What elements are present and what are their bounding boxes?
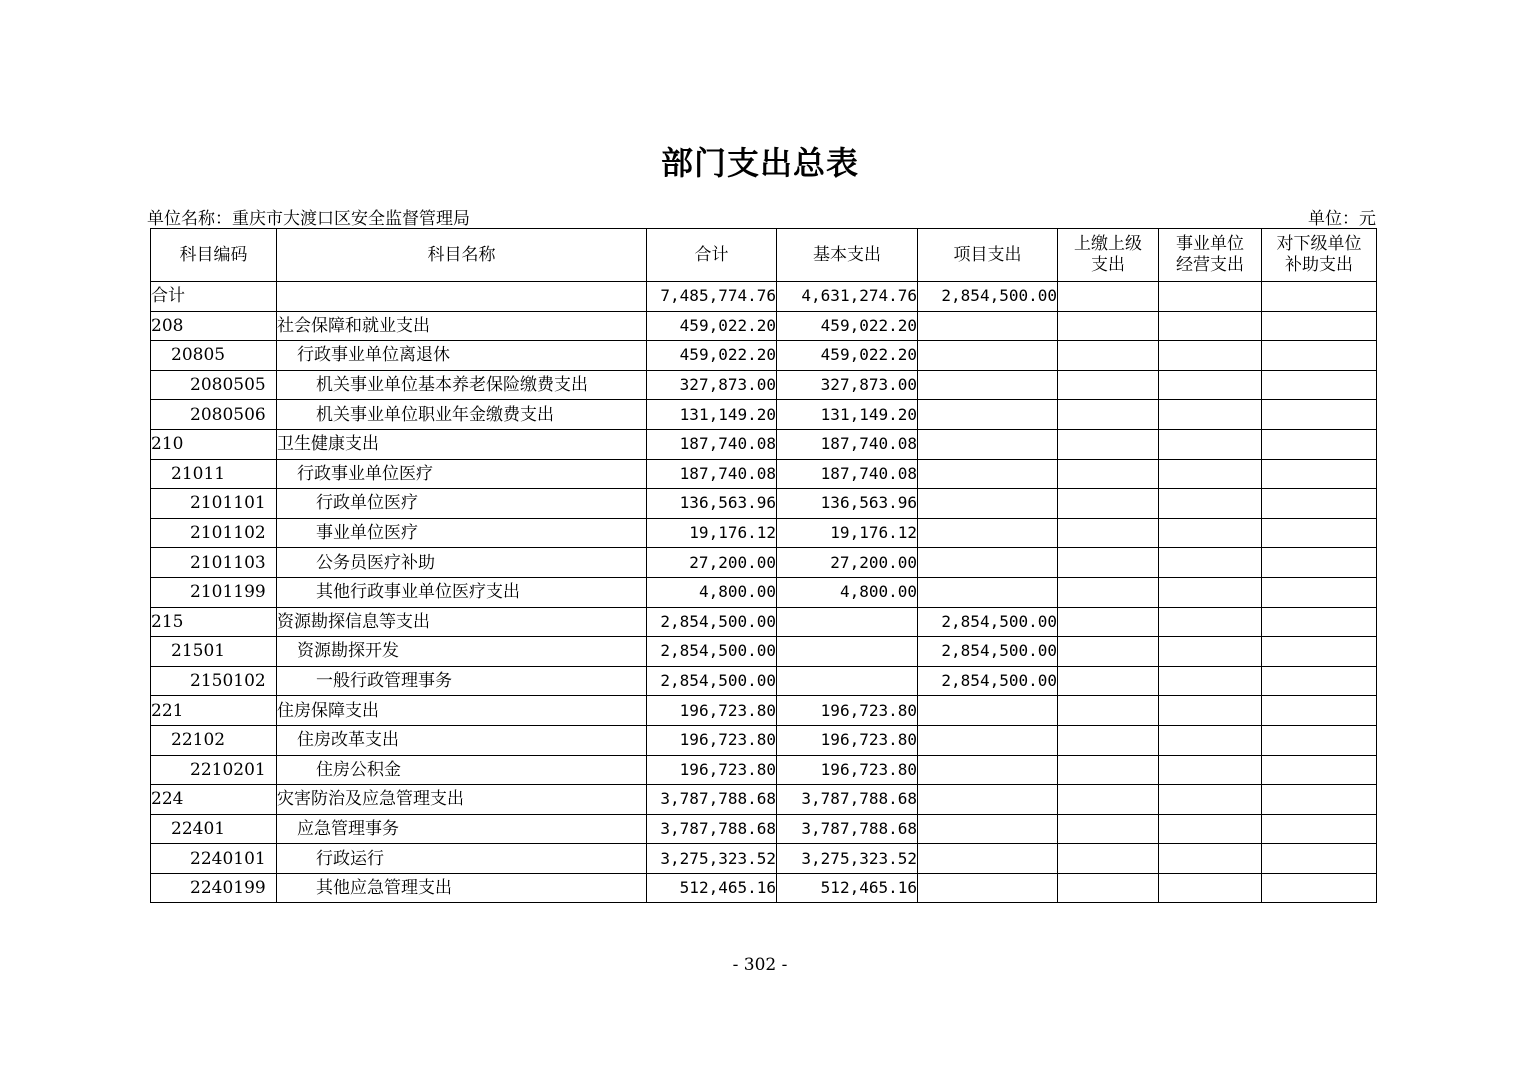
table-row	[151, 637, 1377, 667]
cell-project	[918, 725, 1058, 755]
cell-total: 131,149.20	[647, 400, 777, 430]
cell-name: 行政事业单位医疗	[277, 459, 647, 489]
header-subsidy-line2: 补助支出	[1285, 255, 1353, 275]
cell-upper	[1058, 282, 1159, 312]
cell-total: 196,723.80	[647, 725, 777, 755]
cell-upper	[1058, 341, 1159, 371]
cell-project	[918, 400, 1058, 430]
cell-name: 机关事业单位职业年金缴费支出	[277, 400, 647, 430]
cell-upper	[1058, 666, 1159, 696]
cell-code: 221	[151, 696, 277, 726]
cell-business	[1159, 785, 1262, 815]
cell-code: 2080505	[151, 370, 277, 400]
page-number: - 302 -	[732, 955, 788, 975]
header-name: 科目名称	[277, 229, 647, 282]
table-row	[151, 725, 1377, 755]
cell-subsidy	[1262, 400, 1377, 430]
cell-upper	[1058, 311, 1159, 341]
cell-name: 行政单位医疗	[277, 489, 647, 519]
cell-business	[1159, 518, 1262, 548]
cell-subsidy	[1262, 725, 1377, 755]
cell-name: 卫生健康支出	[277, 429, 647, 459]
cell-code: 210	[151, 429, 277, 459]
cell-basic	[777, 637, 918, 667]
table-row	[151, 341, 1377, 371]
table-row	[151, 666, 1377, 696]
cell-upper	[1058, 607, 1159, 637]
cell-upper	[1058, 370, 1159, 400]
cell-project	[918, 311, 1058, 341]
cell-project	[918, 489, 1058, 519]
cell-project	[918, 429, 1058, 459]
table-row	[151, 400, 1377, 430]
cell-subsidy	[1262, 873, 1377, 903]
header-upper-line1: 上缴上级	[1074, 234, 1142, 254]
cell-total: 2,854,500.00	[647, 666, 777, 696]
cell-code: 208	[151, 311, 277, 341]
cell-total: 136,563.96	[647, 489, 777, 519]
cell-business	[1159, 341, 1262, 371]
header-code: 科目编码	[151, 229, 277, 282]
cell-name: 机关事业单位基本养老保险缴费支出	[277, 370, 647, 400]
cell-name: 一般行政管理事务	[277, 666, 647, 696]
header-business	[1159, 229, 1262, 282]
page-title: 部门支出总表	[660, 144, 859, 182]
cell-name: 行政事业单位离退休	[277, 341, 647, 371]
table-row	[151, 755, 1377, 785]
cell-name: 行政运行	[277, 844, 647, 874]
cell-upper	[1058, 785, 1159, 815]
cell-code: 2240101	[151, 844, 277, 874]
cell-project	[918, 577, 1058, 607]
cell-subsidy	[1262, 607, 1377, 637]
cell-basic: 4,631,274.76	[777, 282, 918, 312]
cell-upper	[1058, 518, 1159, 548]
cell-basic: 327,873.00	[777, 370, 918, 400]
cell-business	[1159, 696, 1262, 726]
cell-upper	[1058, 577, 1159, 607]
cell-name: 应急管理事务	[277, 814, 647, 844]
header-subsidy-line1: 对下级单位	[1276, 234, 1362, 254]
currency-unit-label: 单位：元	[1308, 209, 1376, 229]
cell-total: 2,854,500.00	[647, 607, 777, 637]
cell-business	[1159, 873, 1262, 903]
cell-code: 2101199	[151, 577, 277, 607]
cell-project	[918, 785, 1058, 815]
cell-project	[918, 844, 1058, 874]
cell-name: 其他应急管理支出	[277, 873, 647, 903]
cell-business	[1159, 637, 1262, 667]
cell-basic: 4,800.00	[777, 577, 918, 607]
table-row	[151, 370, 1377, 400]
cell-code: 2101103	[151, 548, 277, 578]
cell-subsidy	[1262, 577, 1377, 607]
cell-code: 2101101	[151, 489, 277, 519]
cell-name: 资源勘探信息等支出	[277, 607, 647, 637]
cell-total: 3,787,788.68	[647, 814, 777, 844]
cell-business	[1159, 814, 1262, 844]
table-row	[151, 696, 1377, 726]
cell-code: 21011	[151, 459, 277, 489]
header-project: 项目支出	[918, 229, 1058, 282]
cell-business	[1159, 282, 1262, 312]
cell-total: 459,022.20	[647, 341, 777, 371]
cell-upper	[1058, 459, 1159, 489]
cell-total: 187,740.08	[647, 459, 777, 489]
cell-business	[1159, 755, 1262, 785]
cell-total: 3,787,788.68	[647, 785, 777, 815]
cell-name: 资源勘探开发	[277, 637, 647, 667]
cell-business	[1159, 400, 1262, 430]
header-basic: 基本支出	[777, 229, 918, 282]
cell-project: 2,854,500.00	[918, 607, 1058, 637]
cell-business	[1159, 429, 1262, 459]
cell-business	[1159, 844, 1262, 874]
cell-subsidy	[1262, 696, 1377, 726]
cell-basic: 3,787,788.68	[777, 814, 918, 844]
cell-name: 住房改革支出	[277, 725, 647, 755]
table-row	[151, 489, 1377, 519]
cell-name: 住房保障支出	[277, 696, 647, 726]
cell-total: 327,873.00	[647, 370, 777, 400]
cell-total: 7,485,774.76	[647, 282, 777, 312]
unit-name-label: 单位名称：重庆市大渡口区安全监督管理局	[147, 209, 470, 229]
cell-business	[1159, 577, 1262, 607]
cell-upper	[1058, 873, 1159, 903]
cell-project: 2,854,500.00	[918, 282, 1058, 312]
cell-total: 459,022.20	[647, 311, 777, 341]
cell-upper	[1058, 489, 1159, 519]
cell-upper	[1058, 844, 1159, 874]
header-total: 合计	[647, 229, 777, 282]
table-row	[151, 459, 1377, 489]
cell-business	[1159, 666, 1262, 696]
cell-code: 224	[151, 785, 277, 815]
cell-subsidy	[1262, 814, 1377, 844]
table-row	[151, 577, 1377, 607]
cell-basic: 187,740.08	[777, 459, 918, 489]
cell-subsidy	[1262, 311, 1377, 341]
cell-basic: 3,275,323.52	[777, 844, 918, 874]
cell-business	[1159, 311, 1262, 341]
cell-total: 196,723.80	[647, 696, 777, 726]
cell-name: 灾害防治及应急管理支出	[277, 785, 647, 815]
cell-business	[1159, 725, 1262, 755]
table-row	[151, 548, 1377, 578]
cell-basic: 187,740.08	[777, 429, 918, 459]
cell-upper	[1058, 725, 1159, 755]
cell-subsidy	[1262, 844, 1377, 874]
cell-basic	[777, 666, 918, 696]
cell-business	[1159, 548, 1262, 578]
cell-subsidy	[1262, 341, 1377, 371]
cell-upper	[1058, 696, 1159, 726]
cell-project	[918, 814, 1058, 844]
cell-code: 21501	[151, 637, 277, 667]
cell-upper	[1058, 637, 1159, 667]
cell-subsidy	[1262, 459, 1377, 489]
cell-basic: 19,176.12	[777, 518, 918, 548]
table-header-row	[151, 229, 1377, 282]
cell-business	[1159, 370, 1262, 400]
table-row	[151, 844, 1377, 874]
cell-subsidy	[1262, 518, 1377, 548]
cell-code: 2240199	[151, 873, 277, 903]
cell-project	[918, 873, 1058, 903]
table-row	[151, 607, 1377, 637]
cell-total: 3,275,323.52	[647, 844, 777, 874]
expenditure-table	[150, 228, 1377, 903]
cell-business	[1159, 607, 1262, 637]
table-row	[151, 282, 1377, 312]
cell-name: 社会保障和就业支出	[277, 311, 647, 341]
table-row	[151, 311, 1377, 341]
cell-total: 19,176.12	[647, 518, 777, 548]
cell-project	[918, 755, 1058, 785]
table-row	[151, 873, 1377, 903]
cell-code: 215	[151, 607, 277, 637]
table-row	[151, 814, 1377, 844]
cell-subsidy	[1262, 489, 1377, 519]
cell-name: 其他行政事业单位医疗支出	[277, 577, 647, 607]
cell-subsidy	[1262, 755, 1377, 785]
cell-business	[1159, 459, 1262, 489]
table-row	[151, 785, 1377, 815]
cell-basic: 196,723.80	[777, 696, 918, 726]
cell-code: 2210201	[151, 755, 277, 785]
cell-subsidy	[1262, 637, 1377, 667]
cell-basic: 196,723.80	[777, 725, 918, 755]
cell-project	[918, 548, 1058, 578]
cell-project: 2,854,500.00	[918, 637, 1058, 667]
cell-basic: 459,022.20	[777, 341, 918, 371]
header-business-line1: 事业单位	[1176, 234, 1244, 254]
cell-upper	[1058, 814, 1159, 844]
cell-upper	[1058, 755, 1159, 785]
cell-basic: 136,563.96	[777, 489, 918, 519]
cell-project	[918, 696, 1058, 726]
cell-total: 196,723.80	[647, 755, 777, 785]
header-upper-line2: 支出	[1091, 255, 1125, 275]
cell-project	[918, 459, 1058, 489]
cell-name: 事业单位医疗	[277, 518, 647, 548]
table-row	[151, 518, 1377, 548]
cell-total: 512,465.16	[647, 873, 777, 903]
cell-basic: 131,149.20	[777, 400, 918, 430]
cell-project	[918, 341, 1058, 371]
cell-subsidy	[1262, 282, 1377, 312]
cell-basic	[777, 607, 918, 637]
cell-project: 2,854,500.00	[918, 666, 1058, 696]
cell-code: 22102	[151, 725, 277, 755]
cell-project	[918, 518, 1058, 548]
cell-code: 合计	[151, 282, 277, 312]
cell-project	[918, 370, 1058, 400]
cell-basic: 512,465.16	[777, 873, 918, 903]
cell-total: 4,800.00	[647, 577, 777, 607]
header-subsidy	[1262, 229, 1377, 282]
cell-name	[277, 282, 647, 312]
cell-business	[1159, 489, 1262, 519]
cell-subsidy	[1262, 785, 1377, 815]
table-row	[151, 429, 1377, 459]
cell-upper	[1058, 429, 1159, 459]
cell-subsidy	[1262, 666, 1377, 696]
cell-code: 2101102	[151, 518, 277, 548]
cell-subsidy	[1262, 370, 1377, 400]
cell-basic: 3,787,788.68	[777, 785, 918, 815]
table-body	[151, 282, 1377, 903]
cell-name: 住房公积金	[277, 755, 647, 785]
header-business-line2: 经营支出	[1176, 255, 1244, 275]
cell-basic: 27,200.00	[777, 548, 918, 578]
cell-name: 公务员医疗补助	[277, 548, 647, 578]
cell-subsidy	[1262, 548, 1377, 578]
cell-subsidy	[1262, 429, 1377, 459]
cell-total: 2,854,500.00	[647, 637, 777, 667]
cell-code: 20805	[151, 341, 277, 371]
cell-upper	[1058, 400, 1159, 430]
cell-basic: 196,723.80	[777, 755, 918, 785]
cell-code: 2150102	[151, 666, 277, 696]
cell-total: 27,200.00	[647, 548, 777, 578]
cell-code: 2080506	[151, 400, 277, 430]
cell-code: 22401	[151, 814, 277, 844]
header-upper	[1058, 229, 1159, 282]
cell-basic: 459,022.20	[777, 311, 918, 341]
cell-total: 187,740.08	[647, 429, 777, 459]
cell-upper	[1058, 548, 1159, 578]
